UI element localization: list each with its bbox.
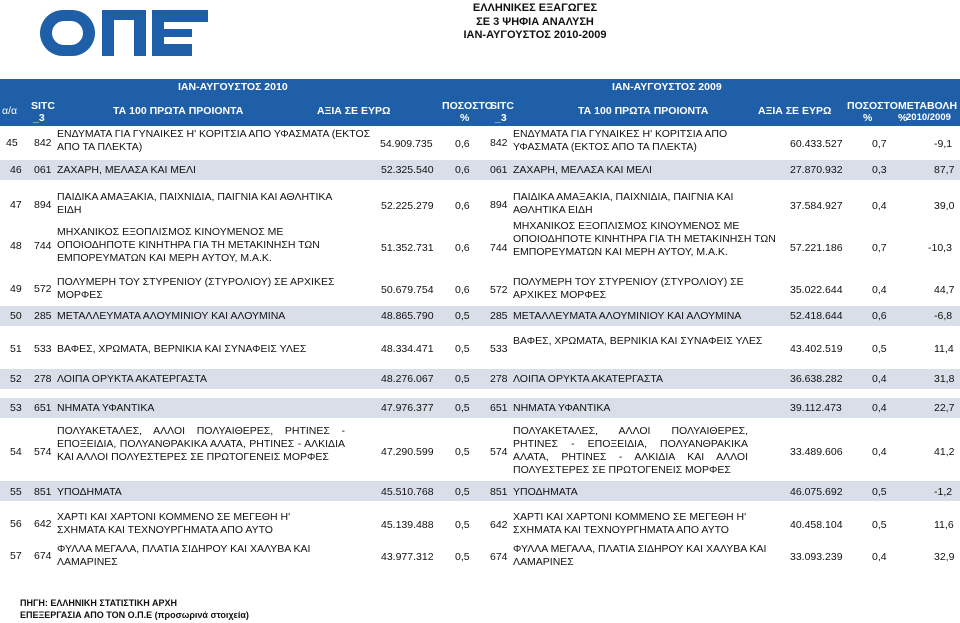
value-2009: 57.221.186 bbox=[790, 242, 843, 254]
sitc-code-2010: 642 bbox=[34, 518, 52, 530]
product-2009: ΧΑΡΤΙ ΚΑΙ ΧΑΡΤΟΝΙ ΚΟΜΜΕΝΟ ΣΕ ΜΕΓΕΘΗ Η' ΣΧΗΜΑΤΑ ΚΑΙ ΤΕΧΝΟΥΡΓΗΜΑΤΑ ΑΠΟ ΑΥΤΟ bbox=[513, 511, 747, 536]
sitc-code-2009: 842 bbox=[490, 137, 508, 149]
change-percent: 11,4 bbox=[934, 343, 954, 355]
title-line-3: ΙΑΝ-ΑΥΓΟΥΣΤΟΣ 2010-2009 bbox=[463, 29, 607, 41]
share-2010: 0,6 bbox=[455, 138, 470, 150]
value-2009: 46.075.692 bbox=[790, 486, 843, 498]
sitc-code-2009: 061 bbox=[490, 164, 508, 176]
sitc-code-2010: 851 bbox=[34, 486, 52, 498]
value-2009: 36.638.282 bbox=[790, 373, 843, 385]
col-sitc-sub-2009: _3 bbox=[495, 112, 507, 124]
sitc-code-2009: 851 bbox=[490, 486, 508, 498]
col-change: ΜΕΤΑΒΟΛΗ % bbox=[898, 100, 958, 124]
row-number: 50 bbox=[10, 310, 22, 322]
col-share-2010: ΠΟΣΟΣΤΟ bbox=[442, 100, 493, 112]
sitc-code-2009: 278 bbox=[490, 373, 508, 385]
col-share-unit-2010: % bbox=[460, 112, 470, 124]
value-2009: 33.093.239 bbox=[790, 551, 843, 563]
sitc-code-2009: 744 bbox=[490, 242, 508, 254]
product-2010: ΦΥΛΛΑ ΜΕΓΑΛΑ, ΠΛΑΤΙΑ ΣΙΔΗΡΟΥ ΚΑΙ ΧΑΛΥΒΑ ΚΑΙ ΛΑΜΑΡΙΝΕΣ bbox=[57, 543, 311, 568]
value-2010: 54.909.735 bbox=[380, 138, 433, 150]
share-2010: 0,5 bbox=[455, 519, 470, 531]
value-2009: 35.022.644 bbox=[790, 284, 843, 296]
sitc-code-2009: 651 bbox=[490, 402, 508, 414]
value-2010: 48.865.790 bbox=[381, 310, 434, 322]
value-2009: 39.112.473 bbox=[790, 402, 842, 414]
product-2010: ΠΟΛΥΜΕΡΗ ΤΟΥ ΣΤΥΡΕΝΙΟΥ (ΣΤΥΡΟΛΙΟΥ) ΣΕ ΑΡΧΙΚΕΣ ΜΟΡΦΕΣ bbox=[57, 276, 335, 301]
value-2010: 52.225.279 bbox=[381, 200, 434, 212]
share-2009: 0,4 bbox=[872, 551, 887, 563]
ope-logo bbox=[40, 6, 215, 60]
sitc-code-2009: 574 bbox=[490, 446, 508, 458]
sitc-code-2010: 574 bbox=[34, 446, 52, 458]
sitc-code-2009: 894 bbox=[490, 199, 508, 211]
value-2010: 47.290.599 bbox=[381, 446, 434, 458]
col-sitc-2009: SITC bbox=[490, 100, 514, 112]
value-2009: 43.402.519 bbox=[790, 343, 843, 355]
value-2010: 43.977.312 bbox=[381, 551, 434, 563]
sitc-code-2010: 651 bbox=[34, 402, 52, 414]
product-2009: ΥΠΟΔΗΜΑΤΑ bbox=[513, 486, 578, 498]
processing-note: ΕΠΕΞΕΡΓΑΣΙΑ ΑΠΟ ΤΟΝ Ο.Π.Ε (προσωρινά στοιχεία) bbox=[20, 610, 249, 620]
value-2010: 45.510.768 bbox=[381, 486, 434, 498]
share-2009: 0,7 bbox=[872, 242, 887, 254]
col-products-2009: ΤΑ 100 ΠΡΩΤΑ ΠΡΟΙΟΝΤΑ bbox=[578, 105, 709, 117]
sitc-code-2010: 894 bbox=[34, 199, 52, 211]
product-2010: ΥΠΟΔΗΜΑΤΑ bbox=[57, 486, 122, 498]
share-2009: 0,4 bbox=[872, 373, 887, 385]
col-share-2009: ΠΟΣΟΣΤΟ bbox=[847, 100, 898, 112]
share-2009: 0,5 bbox=[872, 343, 887, 355]
row-number: 45 bbox=[6, 137, 18, 149]
value-2009: 52.418.644 bbox=[790, 310, 843, 322]
share-2010: 0,6 bbox=[455, 242, 470, 254]
title-line-1: ΕΛΛΗΝΙΚΕΣ ΕΞΑΓΩΓΕΣ bbox=[472, 2, 598, 14]
share-2009: 0,6 bbox=[872, 310, 887, 322]
product-2010: ΖΑΧΑΡΗ, ΜΕΛΑΣΑ ΚΑΙ ΜΕΛΙ bbox=[57, 164, 196, 176]
product-2009: ΜΕΤΑΛΛΕΥΜΑΤΑ ΑΛΟΥΜΙΝΙΟΥ ΚΑΙ ΑΛΟΥΜΙΝΑ bbox=[513, 310, 742, 322]
row-number: 47 bbox=[10, 199, 22, 211]
product-2010: ΝΗΜΑΤΑ ΥΦΑΝΤΙΚΑ bbox=[57, 402, 155, 414]
sitc-code-2010: 278 bbox=[34, 373, 52, 385]
change-percent: -10,3 bbox=[928, 242, 952, 254]
share-2010: 0,5 bbox=[455, 373, 470, 385]
row-number: 46 bbox=[10, 164, 22, 176]
col-products-2010: ΤΑ 100 ΠΡΩΤΑ ΠΡΟΙΟΝΤΑ bbox=[113, 105, 244, 117]
period-header bbox=[0, 79, 960, 96]
share-2010: 0,5 bbox=[455, 310, 470, 322]
sitc-code-2010: 842 bbox=[34, 137, 52, 149]
share-2009: 0,3 bbox=[872, 164, 887, 176]
share-2010: 0,6 bbox=[455, 164, 470, 176]
sitc-code-2010: 533 bbox=[34, 343, 52, 355]
column-header bbox=[0, 96, 960, 126]
share-2010: 0,5 bbox=[455, 402, 470, 414]
sitc-code-2010: 061 bbox=[34, 164, 52, 176]
col-change-period: 2010/2009 bbox=[906, 112, 951, 123]
change-percent: 32,9 bbox=[934, 551, 955, 563]
value-2010: 48.276.067 bbox=[381, 373, 434, 385]
value-2010: 48.334.471 bbox=[381, 343, 434, 355]
product-2009: ΝΗΜΑΤΑ ΥΦΑΝΤΙΚΑ bbox=[513, 402, 611, 414]
value-2010: 51.352.731 bbox=[381, 242, 434, 254]
row-number: 57 bbox=[10, 550, 22, 562]
sitc-code-2009: 285 bbox=[490, 310, 508, 322]
source-note: ΠΗΓΗ: ΕΛΛΗΝΙΚΗ ΣΤΑΤΙΣΤΙΚΗ ΑΡΧΗ bbox=[20, 598, 177, 608]
product-2009: ΜΗΧΑΝΙΚΟΣ ΕΞΟΠΛΙΣΜΟΣ ΚΙΝΟΥΜΕΝΟΣ ΜΕ ΟΠΟΙΟΔΗΠΟΤΕ ΚΙΝΗΤΗΡΑ ΓΙΑ ΤΗ ΜΕΤΑΚΙΝΗΣΗ ΤΩΝ ΕΜΠΟΡΕΥΜΑΤΩΝ ΚΑΙ ΜΕΡΗ ΑΥΤΟΥ, Μ.Α.Κ. bbox=[513, 220, 776, 258]
sitc-code-2009: 572 bbox=[490, 284, 508, 296]
product-2010: ΜΕΤΑΛΛΕΥΜΑΤΑ ΑΛΟΥΜΙΝΙΟΥ ΚΑΙ ΑΛΟΥΜΙΝΑ bbox=[57, 310, 286, 322]
product-2010: ΕΝΔΥΜΑΤΑ ΓΙΑ ΓΥΝΑΙΚΕΣ Η' ΚΟΡΙΤΣΙΑ ΑΠΟ ΥΦΑΣΜΑΤΑ (ΕΚΤΟΣ ΑΠΟ ΤΑ ΠΛΕΚΤΑ) bbox=[57, 128, 371, 153]
share-2010: 0,5 bbox=[455, 551, 470, 563]
sitc-code-2010: 572 bbox=[34, 283, 52, 295]
sitc-code-2010: 744 bbox=[34, 240, 52, 252]
col-value-2010: ΑΞΙΑ ΣΕ ΕΥΡΩ bbox=[317, 105, 391, 117]
row-number: 56 bbox=[10, 518, 22, 530]
share-2009: 0,4 bbox=[872, 200, 887, 212]
change-percent: 31,8 bbox=[934, 373, 955, 385]
product-2010: ΛΟΙΠΑ ΟΡΥΚΤΑ ΑΚΑΤΕΡΓΑΣΤΑ bbox=[57, 373, 207, 385]
change-percent: 41,2 bbox=[934, 446, 955, 458]
col-aa: α/α bbox=[2, 105, 18, 117]
sitc-code-2009: 642 bbox=[490, 519, 508, 531]
share-2009: 0,7 bbox=[872, 138, 887, 150]
product-2009: ΛΟΙΠΑ ΟΡΥΚΤΑ ΑΚΑΤΕΡΓΑΣΤΑ bbox=[513, 373, 663, 385]
product-2009: ΒΑΦΕΣ, ΧΡΩΜΑΤΑ, ΒΕΡΝΙΚΙΑ ΚΑΙ ΣΥΝΑΦΕΙΣ ΥΛΕΣ bbox=[513, 335, 763, 347]
share-2009: 0,5 bbox=[872, 519, 887, 531]
share-2010: 0,5 bbox=[455, 343, 470, 355]
product-2010: ΒΑΦΕΣ, ΧΡΩΜΑΤΑ, ΒΕΡΝΙΚΙΑ ΚΑΙ ΣΥΝΑΦΕΙΣ ΥΛΕΣ bbox=[57, 343, 307, 355]
row-number: 54 bbox=[10, 446, 22, 458]
period-2010: ΙΑΝ-ΑΥΓΟΥΣΤΟΣ 2010 bbox=[178, 81, 288, 93]
sitc-code-2010: 674 bbox=[34, 550, 52, 562]
product-2010: ΠΟΛΥΑΚΕΤΑΛΕΣ, ΑΛΛΟΙ ΠΟΛΥΑΙΘΕΡΕΣ, ΡΗΤΙΝΕΣ - ΕΠΟΞΕΙΔΙΑ, ΠΟΛΥΑΝΘΡΑΚΙΚΑ ΑΛΑΤΑ, ΡΗΤΙΝΕΣ - ΑΛΚΙΔΙΑ ΚΑΙ ΑΛΛΟΙ ΠΟΛΥΕΣΤΕΡΕΣ ΣΕ ΠΡΩΤΟΓΕΝΕΙΣ ΜΟΡΦΕΣ bbox=[57, 425, 345, 463]
value-2009: 27.870.932 bbox=[790, 164, 843, 176]
product-2010: ΜΗΧΑΝΙΚΟΣ ΕΞΟΠΛΙΣΜΟΣ ΚΙΝΟΥΜΕΝΟΣ ΜΕ ΟΠΟΙΟΔΗΠΟΤΕ ΚΙΝΗΤΗΡΑ ΓΙΑ ΤΗ ΜΕΤΑΚΙΝΗΣΗ ΤΩΝ ΕΜΠΟΡΕΥΜΑΤΩΝ ΚΑΙ ΜΕΡΗ ΑΥΤΟΥ, Μ.Α.Κ. bbox=[57, 226, 320, 264]
share-2009: 0,4 bbox=[872, 446, 887, 458]
share-2009: 0,4 bbox=[872, 402, 887, 414]
value-2010: 50.679.754 bbox=[381, 284, 434, 296]
change-percent: 22,7 bbox=[934, 402, 955, 414]
change-percent: 11,6 bbox=[934, 519, 954, 531]
change-percent: -1,2 bbox=[934, 486, 953, 498]
product-2009: ΕΝΔΥΜΑΤΑ ΓΙΑ ΓΥΝΑΙΚΕΣ Η' ΚΟΡΙΤΣΙΑ ΑΠΟ ΥΦΑΣΜΑΤΑ (ΕΚΤΟΣ ΑΠΟ ΤΑ ΠΛΕΚΤΑ) bbox=[513, 128, 728, 153]
sitc-code-2009: 533 bbox=[490, 343, 508, 355]
share-2010: 0,5 bbox=[455, 446, 470, 458]
report-title bbox=[410, 2, 660, 43]
value-2009: 60.433.527 bbox=[790, 138, 843, 150]
value-2010: 45.139.488 bbox=[381, 519, 434, 531]
change-percent: -9,1 bbox=[934, 138, 953, 150]
value-2009: 40.458.104 bbox=[790, 519, 843, 531]
share-2009: 0,5 bbox=[872, 486, 887, 498]
product-2009: ΠΟΛΥΑΚΕΤΑΛΕΣ, ΑΛΛΟΙ ΠΟΛΥΑΙΘΕΡΕΣ, ΡΗΤΙΝΕΣ - ΕΠΟΞΕΙΔΙΑ, ΠΟΛΥΑΝΘΡΑΚΙΚΑ ΑΛΑΤΑ, ΡΗΤΙΝΕΣ - ΑΛΚΙΔΙΑ ΚΑΙ ΑΛΛΟΙ ΠΟΛΥΕΣΤΕΡΕΣ ΣΕ ΠΡΩΤΟΓΕΝΕΙΣ ΜΟΡΦΕΣ bbox=[513, 425, 748, 476]
product-2009: ΠΟΛΥΜΕΡΗ ΤΟΥ ΣΤΥΡΕΝΙΟΥ (ΣΤΥΡΟΛΙΟΥ) ΣΕ ΑΡΧΙΚΕΣ ΜΟΡΦΕΣ bbox=[513, 276, 744, 301]
value-2010: 47.976.377 bbox=[381, 402, 434, 414]
share-2010: 0,5 bbox=[455, 486, 470, 498]
sitc-code-2009: 674 bbox=[490, 551, 508, 563]
col-value-2009: ΑΞΙΑ ΣΕ ΕΥΡΩ bbox=[758, 105, 832, 117]
row-number: 53 bbox=[10, 402, 22, 414]
share-2010: 0,6 bbox=[455, 284, 470, 296]
product-2009: ΦΥΛΛΑ ΜΕΓΑΛΑ, ΠΛΑΤΙΑ ΣΙΔΗΡΟΥ ΚΑΙ ΧΑΛΥΒΑ ΚΑΙ ΛΑΜΑΡΙΝΕΣ bbox=[513, 543, 767, 568]
product-2010: ΠΑΙΔΙΚΑ ΑΜΑΞΑΚΙΑ, ΠΑΙΧΝΙΔΙΑ, ΠΑΙΓΝΙΑ ΚΑΙ ΑΘΛΗΤΙΚΑ ΕΙΔΗ bbox=[57, 191, 332, 216]
row-number: 51 bbox=[10, 343, 22, 355]
change-percent: 87,7 bbox=[934, 164, 955, 176]
change-percent: 39,0 bbox=[934, 200, 955, 212]
row-number: 52 bbox=[10, 373, 22, 385]
value-2010: 52.325.540 bbox=[381, 164, 434, 176]
row-number: 49 bbox=[10, 283, 22, 295]
product-2009: ΖΑΧΑΡΗ, ΜΕΛΑΣΑ ΚΑΙ ΜΕΛΙ bbox=[513, 164, 652, 176]
period-2009: ΙΑΝ-ΑΥΓΟΥΣΤΟΣ 2009 bbox=[612, 81, 722, 93]
product-2010: ΧΑΡΤΙ ΚΑΙ ΧΑΡΤΟΝΙ ΚΟΜΜΕΝΟ ΣΕ ΜΕΓΕΘΗ Η' ΣΧΗΜΑΤΑ ΚΑΙ ΤΕΧΝΟΥΡΓΗΜΑΤΑ ΑΠΟ ΑΥΤΟ bbox=[57, 511, 291, 536]
col-share-unit-2009: % bbox=[863, 112, 873, 124]
product-2009: ΠΑΙΔΙΚΑ ΑΜΑΞΑΚΙΑ, ΠΑΙΧΝΙΔΙΑ, ΠΑΙΓΝΙΑ ΚΑΙ ΑΘΛΗΤΙΚΑ ΕΙΔΗ bbox=[513, 191, 734, 216]
sitc-code-2010: 285 bbox=[34, 310, 52, 322]
value-2009: 33.489.606 bbox=[790, 446, 843, 458]
change-percent: -6,8 bbox=[934, 310, 953, 322]
ope-logo-mark bbox=[40, 6, 215, 60]
col-sitc-2010: SITC bbox=[31, 100, 55, 112]
row-number: 48 bbox=[10, 240, 22, 252]
row-number: 55 bbox=[10, 486, 22, 498]
col-sitc-sub-2010: _3 bbox=[33, 112, 45, 124]
value-2009: 37.584.927 bbox=[790, 200, 843, 212]
share-2010: 0,6 bbox=[455, 200, 470, 212]
title-line-2: ΣΕ 3 ΨΗΦΙΑ ΑΝΑΛΥΣΗ bbox=[476, 15, 594, 28]
share-2009: 0,4 bbox=[872, 284, 887, 296]
change-percent: 44,7 bbox=[934, 284, 955, 296]
